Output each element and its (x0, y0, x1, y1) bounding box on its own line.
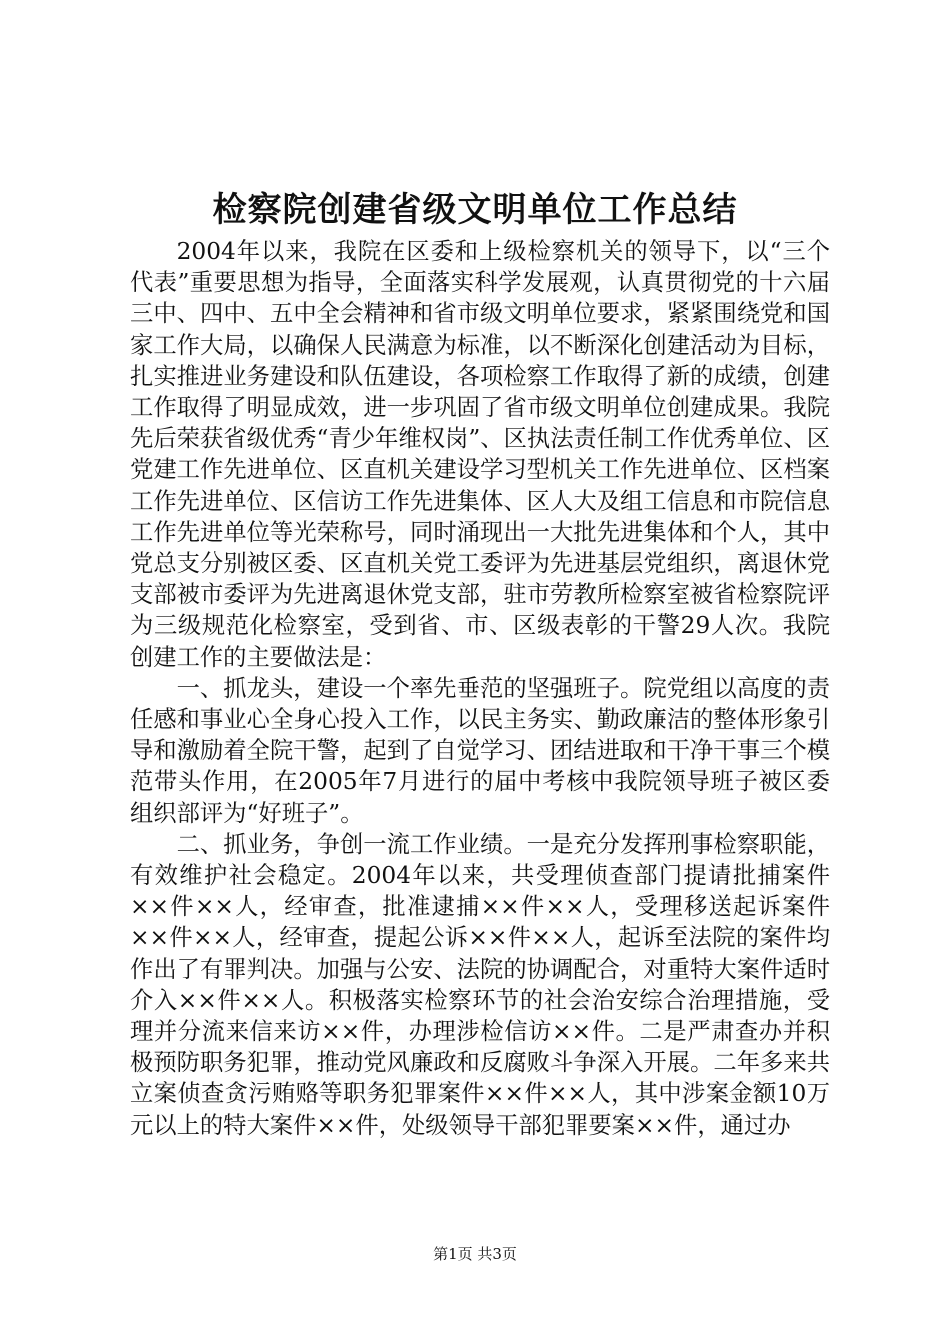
document-title: 检察院创建省级文明单位工作总结 (212, 190, 738, 230)
paragraph-business: 二、抓业务，争创一流工作业绩。一是充分发挥刑事检察职能，有效维护社会稳定。2004年以来，共受理侦查部门提请批捕案件××件××人，经审查，批准逮捕××件××人，受理移送起诉案件××件××人，经审查，提起公诉××件××人，起诉至法院的案件均作出了有罪判决。加强与公安、法院的协调配合，对重特大案件适时介入××件××人。积极落实检察环节的社会治安综合治理措施，受理并分流来信来访××件，办理涉检信访××件。二是严肃查办并积极预防职务犯罪，推动党风廉政和反腐败斗争深入开展。二年多来共立案侦查贪污贿赂等职务犯罪案件××件××人，其中涉案金额10万元以上的特大案件××件，处级领导干部犯罪要案××件，通过办 (130, 830, 830, 1139)
page-footer: 第1页 共3页 (433, 1245, 517, 1263)
paragraph-leadership: 一、抓龙头，建设一个率先垂范的坚强班子。院党组以高度的责任感和事业心全身心投入工作，以民主务实、勤政廉洁的整体形象引导和激励着全院干警，起到了自觉学习、团结进取和干净干事三个模范带头作用，在2005年7月进行的届中考核中我院领导班子被区委组织部评为“好班子”。 (130, 674, 830, 827)
paragraph-intro: 2004年以来，我院在区委和上级检察机关的领导下，以“三个代表”重要思想为指导，全面落实科学发展观，认真贯彻党的十六届三中、四中、五中全会精神和省市级文明单位要求，紧紧围绕党和国家工作大局，以确保人民满意为标准，以不断深化创建活动为目标，扎实推进业务建设和队伍建设，各项检察工作取得了新的成绩，创建工作取得了明显成效，进一步巩固了省市级文明单位创建成果。我院先后荣获省级优秀“青少年维权岗”、区执法责任制工作优秀单位、区党建工作先进单位、区直机关建设学习型机关工作先进单位、区档案工作先进单位、区信访工作先进集体、区人大及组工信息和市院信息工作先进单位等光荣称号，同时涌现出一大批先进集体和个人，其中党总支分别被区委、区直机关党工委评为先进基层党组织，离退休党支部被市委评为先进离退休党支部，驻市劳教所检察室被省检察院评为三级规范化检察室，受到省、市、区级表彰的干警29人次。我院创建工作的主要做法是： (130, 238, 830, 671)
document-body (130, 236, 830, 1141)
